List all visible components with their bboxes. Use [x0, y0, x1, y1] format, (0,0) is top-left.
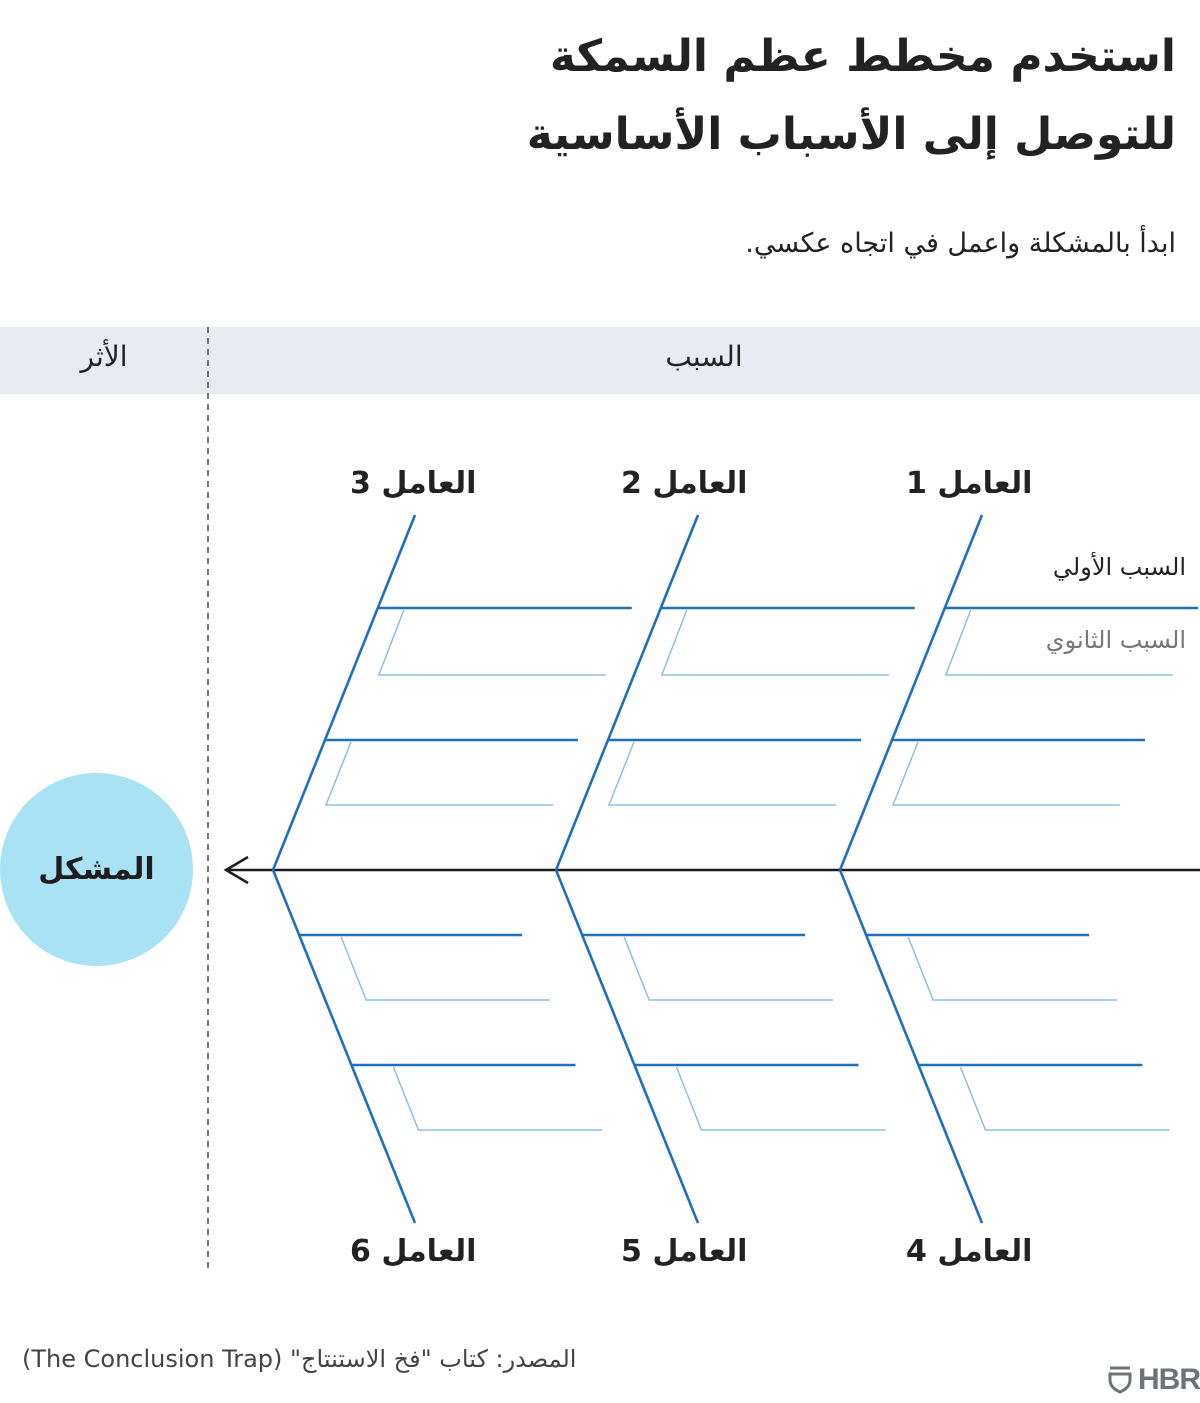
primary-cause-caption: السبب الأولي — [1052, 553, 1186, 581]
lower-bone — [556, 870, 698, 1223]
secondary-cause-line — [341, 937, 550, 1000]
factor-label-1: العامل 1 — [906, 466, 1033, 501]
secondary-cause-line — [893, 742, 1120, 805]
secondary-cause-line — [624, 937, 833, 1000]
secondary-cause-line — [960, 1067, 1169, 1130]
problem-circle — [0, 773, 193, 966]
upper-bone — [556, 515, 698, 870]
factor-label-2: العامل 2 — [621, 466, 748, 501]
problem-label: المشكل — [38, 852, 155, 887]
hbr-logo — [1108, 1363, 1200, 1397]
secondary-cause-line — [676, 1067, 885, 1130]
shield-icon — [1108, 1366, 1132, 1394]
secondary-cause-caption: السبب الثانوي — [1045, 626, 1186, 654]
secondary-cause-line — [326, 742, 553, 805]
lower-bone — [273, 870, 415, 1223]
factor-label-5: العامل 5 — [621, 1234, 748, 1269]
factor-label-3: العامل 3 — [350, 466, 477, 501]
title-line-1: استخدم مخطط عظم السمكة — [549, 31, 1176, 82]
factor-label-6: العامل 6 — [350, 1234, 477, 1269]
upper-bone — [273, 515, 415, 870]
upper-bone — [840, 515, 982, 870]
title-line-2: للتوصل إلى الأسباب الأساسية — [526, 109, 1176, 160]
secondary-cause-line — [662, 610, 889, 675]
secondary-cause-line — [609, 742, 836, 805]
secondary-cause-line — [908, 937, 1117, 1000]
subtitle: ابدأ بالمشكلة واعمل في اتجاه عكسي. — [745, 228, 1176, 259]
logo-text: HBR — [1138, 1363, 1200, 1396]
secondary-cause-line — [379, 610, 606, 675]
cause-column-label: السبب — [665, 340, 743, 373]
source-note: المصدر: كتاب "فخ الاستنتاج" (The Conclusion Trap) — [22, 1345, 577, 1373]
factor-label-4: العامل 4 — [906, 1234, 1033, 1269]
effect-column-label: الأثر — [80, 340, 128, 373]
lower-bone — [840, 870, 982, 1223]
secondary-cause-line — [393, 1067, 602, 1130]
